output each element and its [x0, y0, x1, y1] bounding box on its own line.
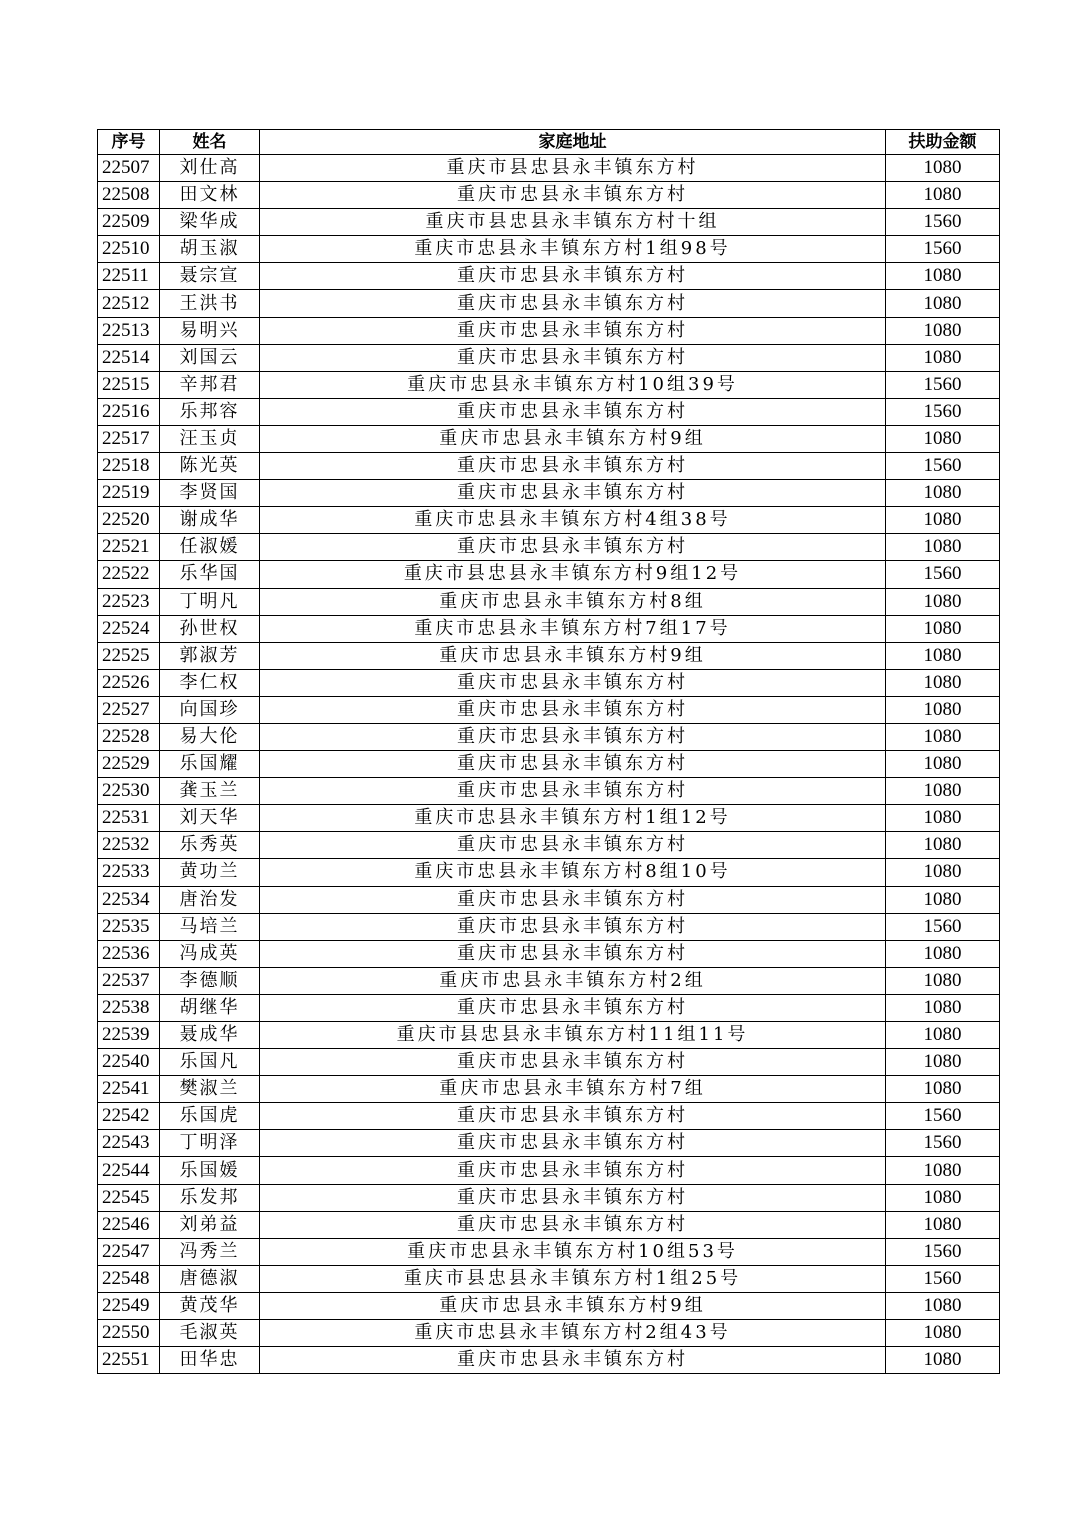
seq-cell: 22534 [98, 886, 160, 913]
seq-cell: 22548 [98, 1265, 160, 1292]
address-cell: 重庆市忠县永丰镇东方村8组10号 [260, 859, 886, 886]
address-cell: 重庆市忠县永丰镇东方村 [260, 940, 886, 967]
name-cell: 龚玉兰 [160, 778, 260, 805]
address-cell: 重庆市忠县永丰镇东方村 [260, 182, 886, 209]
name-cell: 丁明凡 [160, 588, 260, 615]
table-row [98, 1157, 1000, 1184]
amount-cell: 1080 [886, 723, 1000, 750]
amount-cell: 1080 [886, 1347, 1000, 1374]
amount-cell: 1080 [886, 317, 1000, 344]
table-row [98, 696, 1000, 723]
amount-cell: 1080 [886, 967, 1000, 994]
table-row [98, 236, 1000, 263]
amount-cell: 1080 [886, 1320, 1000, 1347]
name-cell: 汪玉贞 [160, 425, 260, 452]
table-row [98, 317, 1000, 344]
table-row [98, 453, 1000, 480]
amount-cell: 1560 [886, 1238, 1000, 1265]
name-cell: 冯秀兰 [160, 1238, 260, 1265]
seq-cell: 22546 [98, 1211, 160, 1238]
table-row [98, 425, 1000, 452]
amount-cell: 1560 [886, 561, 1000, 588]
amount-cell: 1560 [886, 209, 1000, 236]
header-name: 姓名 [160, 130, 260, 155]
seq-cell: 22528 [98, 723, 160, 750]
amount-cell: 1080 [886, 1184, 1000, 1211]
seq-cell: 22524 [98, 615, 160, 642]
address-cell: 重庆市忠县永丰镇东方村 [260, 696, 886, 723]
address-cell: 重庆市忠县永丰镇东方村 [260, 398, 886, 425]
seq-cell: 22530 [98, 778, 160, 805]
seq-cell: 22535 [98, 913, 160, 940]
table-row [98, 1265, 1000, 1292]
name-cell: 刘天华 [160, 805, 260, 832]
address-cell: 重庆市忠县永丰镇东方村 [260, 1347, 886, 1374]
address-cell: 重庆市忠县永丰镇东方村8组 [260, 588, 886, 615]
seq-cell: 22512 [98, 290, 160, 317]
table-row [98, 534, 1000, 561]
assistance-table [97, 129, 1000, 1374]
address-cell: 重庆市忠县永丰镇东方村7组17号 [260, 615, 886, 642]
seq-cell: 22510 [98, 236, 160, 263]
address-cell: 重庆市忠县永丰镇东方村 [260, 344, 886, 371]
address-cell: 重庆市忠县永丰镇东方村2组 [260, 967, 886, 994]
name-cell: 刘弟益 [160, 1211, 260, 1238]
amount-cell: 1080 [886, 534, 1000, 561]
address-cell: 重庆市忠县永丰镇东方村 [260, 832, 886, 859]
name-cell: 聂成华 [160, 1022, 260, 1049]
address-cell: 重庆市忠县永丰镇东方村1组98号 [260, 236, 886, 263]
amount-cell: 1080 [886, 859, 1000, 886]
amount-cell: 1560 [886, 1103, 1000, 1130]
name-cell: 乐华国 [160, 561, 260, 588]
name-cell: 梁华成 [160, 209, 260, 236]
address-cell: 重庆市忠县永丰镇东方村 [260, 1184, 886, 1211]
seq-cell: 22522 [98, 561, 160, 588]
table-row [98, 832, 1000, 859]
amount-cell: 1080 [886, 425, 1000, 452]
name-cell: 乐国虎 [160, 1103, 260, 1130]
table-row [98, 209, 1000, 236]
address-cell: 重庆市忠县永丰镇东方村 [260, 913, 886, 940]
amount-cell: 1080 [886, 344, 1000, 371]
name-cell: 谢成华 [160, 507, 260, 534]
seq-cell: 22509 [98, 209, 160, 236]
seq-cell: 22529 [98, 751, 160, 778]
table-row [98, 1076, 1000, 1103]
name-cell: 易明兴 [160, 317, 260, 344]
name-cell: 胡继华 [160, 994, 260, 1021]
amount-cell: 1080 [886, 182, 1000, 209]
seq-cell: 22508 [98, 182, 160, 209]
table-row [98, 751, 1000, 778]
seq-cell: 22525 [98, 642, 160, 669]
seq-cell: 22550 [98, 1320, 160, 1347]
address-cell: 重庆市忠县永丰镇东方村 [260, 1157, 886, 1184]
amount-cell: 1080 [886, 940, 1000, 967]
address-cell: 重庆市县忠县永丰镇东方村9组12号 [260, 561, 886, 588]
table-row [98, 1130, 1000, 1157]
name-cell: 王洪书 [160, 290, 260, 317]
table-row [98, 263, 1000, 290]
name-cell: 胡玉淑 [160, 236, 260, 263]
name-cell: 李仁权 [160, 669, 260, 696]
seq-cell: 22511 [98, 263, 160, 290]
address-cell: 重庆市县忠县永丰镇东方村十组 [260, 209, 886, 236]
seq-cell: 22538 [98, 994, 160, 1021]
seq-cell: 22540 [98, 1049, 160, 1076]
name-cell: 唐德淑 [160, 1265, 260, 1292]
amount-cell: 1560 [886, 1265, 1000, 1292]
name-cell: 田文林 [160, 182, 260, 209]
seq-cell: 22507 [98, 155, 160, 182]
seq-cell: 22527 [98, 696, 160, 723]
seq-cell: 22515 [98, 371, 160, 398]
address-cell: 重庆市忠县永丰镇东方村 [260, 480, 886, 507]
address-cell: 重庆市忠县永丰镇东方村9组 [260, 642, 886, 669]
seq-cell: 22521 [98, 534, 160, 561]
seq-cell: 22539 [98, 1022, 160, 1049]
name-cell: 李贤国 [160, 480, 260, 507]
name-cell: 孙世权 [160, 615, 260, 642]
address-cell: 重庆市忠县永丰镇东方村 [260, 263, 886, 290]
address-cell: 重庆市忠县永丰镇东方村 [260, 751, 886, 778]
name-cell: 刘仕高 [160, 155, 260, 182]
table-row [98, 371, 1000, 398]
amount-cell: 1080 [886, 615, 1000, 642]
name-cell: 聂宗宣 [160, 263, 260, 290]
table-row [98, 940, 1000, 967]
table-row [98, 398, 1000, 425]
amount-cell: 1560 [886, 453, 1000, 480]
table-row [98, 561, 1000, 588]
address-cell: 重庆市县忠县永丰镇东方村1组25号 [260, 1265, 886, 1292]
header-seq: 序号 [98, 130, 160, 155]
seq-cell: 22536 [98, 940, 160, 967]
table-row [98, 967, 1000, 994]
name-cell: 任淑媛 [160, 534, 260, 561]
table-row [98, 1184, 1000, 1211]
address-cell: 重庆市忠县永丰镇东方村2组43号 [260, 1320, 886, 1347]
amount-cell: 1080 [886, 155, 1000, 182]
amount-cell: 1080 [886, 588, 1000, 615]
address-cell: 重庆市县忠县永丰镇东方村11组11号 [260, 1022, 886, 1049]
name-cell: 毛淑英 [160, 1320, 260, 1347]
seq-cell: 22532 [98, 832, 160, 859]
name-cell: 乐秀英 [160, 832, 260, 859]
seq-cell: 22517 [98, 425, 160, 452]
name-cell: 黄功兰 [160, 859, 260, 886]
table-row [98, 1320, 1000, 1347]
table-row [98, 642, 1000, 669]
seq-cell: 22544 [98, 1157, 160, 1184]
table-row [98, 1347, 1000, 1374]
address-cell: 重庆市忠县永丰镇东方村4组38号 [260, 507, 886, 534]
table-body [98, 155, 1000, 1374]
amount-cell: 1080 [886, 696, 1000, 723]
table-row [98, 886, 1000, 913]
table-row [98, 155, 1000, 182]
amount-cell: 1080 [886, 263, 1000, 290]
address-cell: 重庆市忠县永丰镇东方村 [260, 778, 886, 805]
amount-cell: 1080 [886, 1076, 1000, 1103]
table-row [98, 1211, 1000, 1238]
seq-cell: 22518 [98, 453, 160, 480]
table-row [98, 778, 1000, 805]
seq-cell: 22531 [98, 805, 160, 832]
header-row [98, 130, 1000, 155]
name-cell: 乐国媛 [160, 1157, 260, 1184]
table-row [98, 669, 1000, 696]
seq-cell: 22541 [98, 1076, 160, 1103]
address-cell: 重庆市忠县永丰镇东方村10组39号 [260, 371, 886, 398]
name-cell: 乐邦容 [160, 398, 260, 425]
table-row [98, 344, 1000, 371]
address-cell: 重庆市忠县永丰镇东方村 [260, 453, 886, 480]
address-cell: 重庆市忠县永丰镇东方村 [260, 994, 886, 1021]
amount-cell: 1080 [886, 886, 1000, 913]
amount-cell: 1560 [886, 371, 1000, 398]
table-row [98, 615, 1000, 642]
name-cell: 樊淑兰 [160, 1076, 260, 1103]
seq-cell: 22519 [98, 480, 160, 507]
seq-cell: 22526 [98, 669, 160, 696]
amount-cell: 1560 [886, 1130, 1000, 1157]
name-cell: 黄茂华 [160, 1292, 260, 1319]
amount-cell: 1080 [886, 1211, 1000, 1238]
amount-cell: 1560 [886, 913, 1000, 940]
seq-cell: 22516 [98, 398, 160, 425]
name-cell: 唐治发 [160, 886, 260, 913]
address-cell: 重庆市县忠县永丰镇东方村 [260, 155, 886, 182]
name-cell: 乐发邦 [160, 1184, 260, 1211]
amount-cell: 1080 [886, 1049, 1000, 1076]
name-cell: 马培兰 [160, 913, 260, 940]
name-cell: 陈光英 [160, 453, 260, 480]
address-cell: 重庆市忠县永丰镇东方村10组53号 [260, 1238, 886, 1265]
table-row [98, 588, 1000, 615]
table-row [98, 1103, 1000, 1130]
amount-cell: 1080 [886, 1292, 1000, 1319]
seq-cell: 22547 [98, 1238, 160, 1265]
seq-cell: 22537 [98, 967, 160, 994]
seq-cell: 22542 [98, 1103, 160, 1130]
amount-cell: 1080 [886, 805, 1000, 832]
table-row [98, 913, 1000, 940]
address-cell: 重庆市忠县永丰镇东方村 [260, 1211, 886, 1238]
table-row [98, 859, 1000, 886]
address-cell: 重庆市忠县永丰镇东方村 [260, 1103, 886, 1130]
name-cell: 易大伦 [160, 723, 260, 750]
address-cell: 重庆市忠县永丰镇东方村 [260, 1130, 886, 1157]
table-row [98, 1238, 1000, 1265]
amount-cell: 1080 [886, 1157, 1000, 1184]
amount-cell: 1080 [886, 1022, 1000, 1049]
name-cell: 田华忠 [160, 1347, 260, 1374]
address-cell: 重庆市忠县永丰镇东方村 [260, 669, 886, 696]
table-row [98, 723, 1000, 750]
table-row [98, 507, 1000, 534]
header-amount: 扶助金额 [886, 130, 1000, 155]
amount-cell: 1080 [886, 751, 1000, 778]
name-cell: 乐国凡 [160, 1049, 260, 1076]
name-cell: 冯成英 [160, 940, 260, 967]
table-row [98, 994, 1000, 1021]
amount-cell: 1080 [886, 290, 1000, 317]
amount-cell: 1560 [886, 398, 1000, 425]
name-cell: 向国珍 [160, 696, 260, 723]
address-cell: 重庆市忠县永丰镇东方村 [260, 1049, 886, 1076]
address-cell: 重庆市忠县永丰镇东方村 [260, 886, 886, 913]
table-row [98, 1049, 1000, 1076]
seq-cell: 22523 [98, 588, 160, 615]
amount-cell: 1080 [886, 994, 1000, 1021]
table-row [98, 182, 1000, 209]
table-row [98, 480, 1000, 507]
name-cell: 乐国耀 [160, 751, 260, 778]
address-cell: 重庆市忠县永丰镇东方村 [260, 317, 886, 344]
table-row [98, 290, 1000, 317]
name-cell: 辛邦君 [160, 371, 260, 398]
seq-cell: 22520 [98, 507, 160, 534]
table-row [98, 1292, 1000, 1319]
table-row [98, 1022, 1000, 1049]
amount-cell: 1080 [886, 507, 1000, 534]
amount-cell: 1080 [886, 480, 1000, 507]
address-cell: 重庆市忠县永丰镇东方村 [260, 534, 886, 561]
seq-cell: 22551 [98, 1347, 160, 1374]
seq-cell: 22543 [98, 1130, 160, 1157]
seq-cell: 22533 [98, 859, 160, 886]
address-cell: 重庆市忠县永丰镇东方村1组12号 [260, 805, 886, 832]
amount-cell: 1080 [886, 832, 1000, 859]
amount-cell: 1080 [886, 642, 1000, 669]
header-address: 家庭地址 [260, 130, 886, 155]
address-cell: 重庆市忠县永丰镇东方村7组 [260, 1076, 886, 1103]
address-cell: 重庆市忠县永丰镇东方村9组 [260, 425, 886, 452]
seq-cell: 22513 [98, 317, 160, 344]
name-cell: 李德顺 [160, 967, 260, 994]
name-cell: 丁明泽 [160, 1130, 260, 1157]
address-cell: 重庆市忠县永丰镇东方村 [260, 290, 886, 317]
table-row [98, 805, 1000, 832]
address-cell: 重庆市忠县永丰镇东方村 [260, 723, 886, 750]
address-cell: 重庆市忠县永丰镇东方村9组 [260, 1292, 886, 1319]
amount-cell: 1080 [886, 778, 1000, 805]
amount-cell: 1560 [886, 236, 1000, 263]
seq-cell: 22545 [98, 1184, 160, 1211]
seq-cell: 22514 [98, 344, 160, 371]
seq-cell: 22549 [98, 1292, 160, 1319]
name-cell: 刘国云 [160, 344, 260, 371]
amount-cell: 1080 [886, 669, 1000, 696]
name-cell: 郭淑芳 [160, 642, 260, 669]
